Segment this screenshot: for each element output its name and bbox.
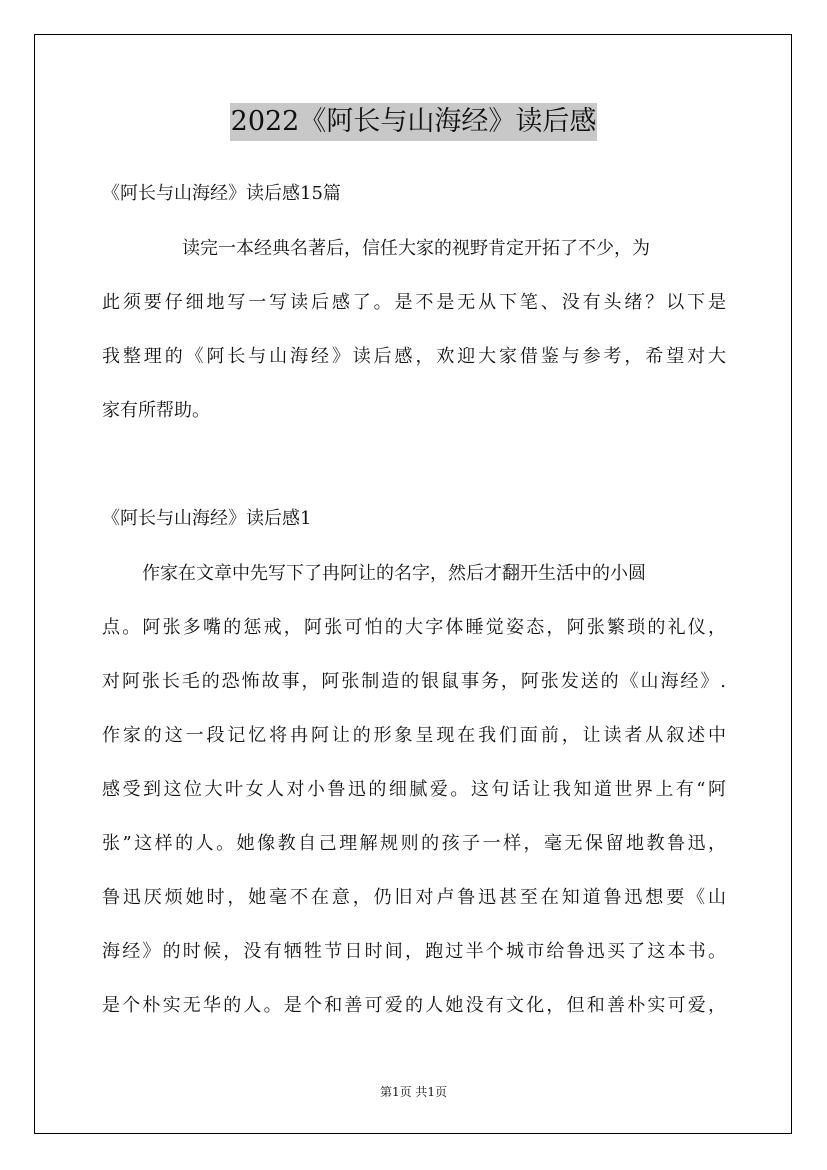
intro-line-4: 家有所帮助。 xyxy=(102,400,210,421)
body-line-6: 张”这样的人。她像教自己理解规则的孩子一样，毫无保留地教鲁迅， xyxy=(102,833,726,854)
subtitle: 《阿长与山海经》读后感15篇 xyxy=(102,183,341,204)
body-line-5: 感受到这位大叶女人对小鲁迅的细腻爱。这句话让我知道世界上有“阿 xyxy=(102,779,726,800)
intro-line-3: 我整理的《阿长与山海经》读后感，欢迎大家借鉴与参考，希望对大 xyxy=(102,346,726,367)
body-line-2: 点。阿张多嘴的惩戒，阿张可怕的大字体睡觉姿态，阿张繁琐的礼仪， xyxy=(102,617,726,638)
title-container xyxy=(0,103,827,141)
body-line-7: 鲁迅厌烦她时，她毫不在意，仍旧对卢鲁迅甚至在知道鲁迅想要《山 xyxy=(102,887,726,908)
body-line-4: 作家的这一段记忆将冉阿让的形象呈现在我们面前，让读者从叙述中 xyxy=(102,725,726,746)
intro-line-1: 读完一本经典名著后，信任大家的视野肯定开拓了不少，为 xyxy=(182,238,650,259)
section-heading: 《阿长与山海经》读后感1 xyxy=(102,508,312,529)
document-title: 2022《阿长与山海经》读后感 xyxy=(230,103,598,141)
page-footer: 第1页 共1页 xyxy=(379,1085,448,1099)
body-line-1: 作家在文章中先写下了冉阿让的名字，然后才翻开生活中的小圆 xyxy=(142,563,646,584)
body-line-3: 对阿张长毛的恐怖故事，阿张制造的银鼠事务，阿张发送的《山海经》. xyxy=(102,671,726,692)
body-line-9: 是个朴实无华的人。是个和善可爱的人她没有文化，但和善朴实可爱， xyxy=(102,995,726,1016)
intro-line-2: 此须要仔细地写一写读后感了。是不是无从下笔、没有头绪？以下是 xyxy=(102,292,726,313)
body-line-8: 海经》的时候，没有牺牲节日时间，跑过半个城市给鲁迅买了这本书。 xyxy=(102,941,726,962)
